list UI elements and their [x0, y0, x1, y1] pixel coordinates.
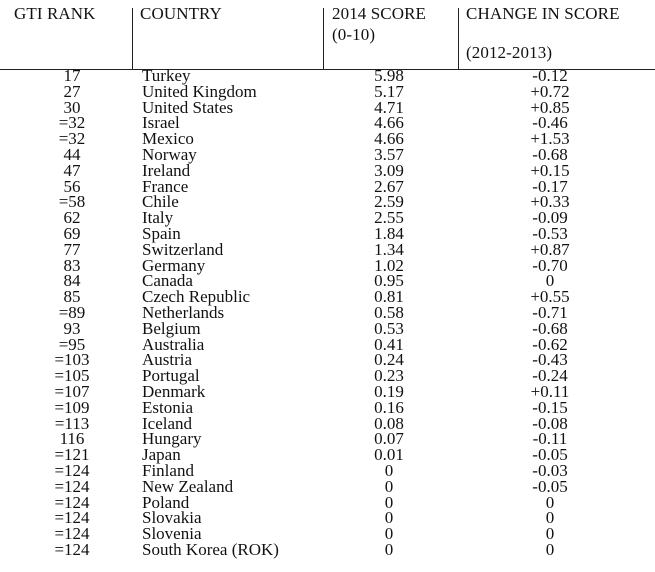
- score-cell: 0.16: [374, 397, 404, 417]
- country-cell: New Zealand: [142, 476, 234, 496]
- rank-cell: =124: [54, 460, 90, 480]
- score-cell: 0.23: [374, 366, 404, 386]
- score-cell: 4.66: [374, 113, 404, 133]
- rank-cell: =95: [58, 334, 86, 354]
- score-cell: 0.58: [374, 302, 404, 322]
- change-cell: -0.11: [532, 429, 568, 449]
- score-cell: 0.08: [374, 413, 404, 433]
- header-divider-2: [323, 8, 324, 70]
- country-cell: Finland: [142, 460, 194, 480]
- score-cell: 0.01: [374, 445, 404, 465]
- country-cell: Denmark: [142, 381, 206, 401]
- change-cell: +0.55: [530, 287, 570, 307]
- change-cell: -0.24: [532, 366, 568, 386]
- country-cell: Poland: [142, 492, 190, 512]
- country-cell: Germany: [142, 255, 206, 275]
- change-cell: -0.62: [532, 334, 568, 354]
- change-cell: -0.17: [532, 176, 568, 196]
- country-cell: Belgium: [142, 318, 201, 338]
- score-cell: 0.95: [374, 271, 404, 291]
- change-cell: 0: [545, 508, 555, 528]
- rank-cell: =103: [54, 350, 90, 370]
- score-cell: 2.59: [374, 192, 404, 212]
- country-cell: Netherlands: [142, 302, 225, 322]
- rank-cell: =124: [54, 539, 90, 559]
- country-cell: Chile: [142, 192, 179, 212]
- rank-cell: =124: [54, 476, 90, 496]
- change-cell: +0.85: [530, 97, 570, 117]
- change-cell: +0.87: [530, 239, 570, 259]
- score-cell: 3.09: [374, 160, 404, 180]
- rank-cell: =124: [54, 524, 90, 544]
- change-cell: -0.12: [532, 66, 568, 85]
- rank-cell: 27: [63, 81, 81, 101]
- rank-cell: 44: [63, 144, 81, 164]
- country-cell: Norway: [142, 144, 197, 164]
- change-cell: 0: [545, 524, 555, 544]
- rank-cell: 69: [63, 223, 81, 243]
- country-cell: Japan: [142, 445, 181, 465]
- change-cell: 0: [545, 539, 555, 559]
- rank-cell: 30: [63, 97, 81, 117]
- header-divider-3: [458, 8, 459, 70]
- country-cell: Switzerland: [142, 239, 224, 259]
- rank-cell: =58: [58, 192, 86, 212]
- rank-cell: =32: [58, 113, 86, 133]
- score-cell: 0.41: [374, 334, 404, 354]
- rank-cell: =109: [54, 397, 90, 417]
- country-cell: Turkey: [142, 66, 191, 85]
- change-cell: -0.53: [532, 223, 568, 243]
- score-cell: 0: [384, 539, 394, 559]
- change-cell: -0.05: [532, 445, 568, 465]
- change-cell: 0: [545, 492, 555, 512]
- change-cell: -0.71: [532, 302, 568, 322]
- country-cell: Austria: [142, 350, 193, 370]
- rank-cell: =107: [54, 381, 90, 401]
- rank-cell: 85: [63, 287, 81, 307]
- table-row: [0, 510, 655, 526]
- change-cell: -0.68: [532, 318, 568, 338]
- change-cell: +0.15: [530, 160, 570, 180]
- score-cell: 1.84: [374, 223, 404, 243]
- score-cell: 0.53: [374, 318, 404, 338]
- score-cell: 0.24: [374, 350, 404, 370]
- country-cell: Slovakia: [142, 508, 202, 528]
- country-cell: United Kingdom: [142, 81, 257, 101]
- score-cell: 5.98: [374, 66, 404, 85]
- rank-cell: 56: [63, 176, 81, 196]
- country-cell: Australia: [142, 334, 205, 354]
- score-cell: 1.02: [374, 255, 404, 275]
- change-cell: -0.05: [532, 476, 568, 496]
- rank-cell: 83: [63, 255, 81, 275]
- country-cell: Slovenia: [142, 524, 202, 544]
- change-cell: -0.15: [532, 397, 568, 417]
- score-cell: 0: [384, 508, 394, 528]
- table-row: [0, 255, 655, 275]
- change-cell: -0.70: [532, 255, 568, 275]
- score-cell: 2.67: [374, 176, 404, 196]
- table-row: [0, 526, 655, 542]
- change-cell: +0.33: [530, 192, 570, 212]
- table-body: [0, 68, 655, 558]
- rank-cell: 84: [63, 271, 81, 291]
- rank-cell: =105: [54, 366, 90, 386]
- country-cell: Portugal: [142, 366, 200, 386]
- header-change-line1: CHANGE IN SCORE: [466, 4, 620, 23]
- rank-cell: 62: [63, 208, 81, 228]
- rank-cell: =124: [54, 492, 90, 512]
- score-cell: 0: [384, 492, 394, 512]
- change-cell: -0.46: [532, 113, 568, 133]
- table-row: [0, 539, 655, 559]
- header-score-line1: 2014 SCORE: [332, 4, 427, 23]
- country-cell: Hungary: [142, 429, 202, 449]
- country-cell: Iceland: [142, 413, 193, 433]
- country-cell: France: [142, 176, 189, 196]
- rank-cell: =89: [58, 302, 86, 322]
- header-change-line2: (2012-2013): [466, 43, 553, 62]
- score-cell: 0.81: [374, 287, 404, 307]
- score-cell: 3.57: [374, 144, 404, 164]
- country-cell: Czech Republic: [142, 287, 251, 307]
- score-cell: 5.17: [374, 81, 404, 101]
- change-cell: +0.72: [530, 81, 570, 101]
- table-row: [0, 492, 655, 512]
- country-cell: Ireland: [142, 160, 191, 180]
- header-gti-rank: GTI RANK: [14, 4, 96, 23]
- country-cell: Mexico: [142, 129, 194, 149]
- change-cell: -0.09: [532, 208, 568, 228]
- country-cell: United States: [142, 97, 234, 117]
- change-cell: +1.53: [530, 129, 570, 149]
- rank-cell: =124: [54, 508, 90, 528]
- rank-cell: =32: [58, 129, 86, 149]
- score-cell: 0: [384, 476, 394, 496]
- header-divider-1: [132, 8, 133, 70]
- country-cell: Italy: [142, 208, 174, 228]
- rank-cell: 47: [63, 160, 81, 180]
- change-cell: -0.68: [532, 144, 568, 164]
- country-cell: Canada: [142, 271, 193, 291]
- change-cell: -0.03: [532, 460, 568, 480]
- score-cell: 4.66: [374, 129, 404, 149]
- score-cell: 0: [384, 524, 394, 544]
- score-cell: 0.19: [374, 381, 404, 401]
- change-cell: -0.43: [532, 350, 568, 370]
- rank-cell: =121: [54, 445, 90, 465]
- score-cell: 1.34: [374, 239, 404, 259]
- rank-cell: 77: [63, 239, 81, 259]
- score-cell: 0: [384, 460, 394, 480]
- rank-cell: 116: [59, 429, 85, 449]
- change-cell: 0: [545, 271, 555, 291]
- table-row: [0, 476, 655, 496]
- country-cell: South Korea (ROK): [142, 539, 279, 559]
- header-score-line2: (0-10): [332, 25, 376, 44]
- rank-cell: 93: [63, 318, 81, 338]
- score-cell: 2.55: [374, 208, 404, 228]
- country-cell: Israel: [142, 113, 180, 133]
- header-country: COUNTRY: [140, 4, 222, 23]
- country-cell: Estonia: [142, 397, 193, 417]
- score-cell: 0.07: [374, 429, 404, 449]
- change-cell: -0.08: [532, 413, 568, 433]
- score-cell: 4.71: [374, 97, 404, 117]
- change-cell: +0.11: [530, 381, 570, 401]
- rank-cell: 17: [63, 66, 81, 85]
- country-cell: Spain: [142, 223, 181, 243]
- rank-cell: =113: [54, 413, 90, 433]
